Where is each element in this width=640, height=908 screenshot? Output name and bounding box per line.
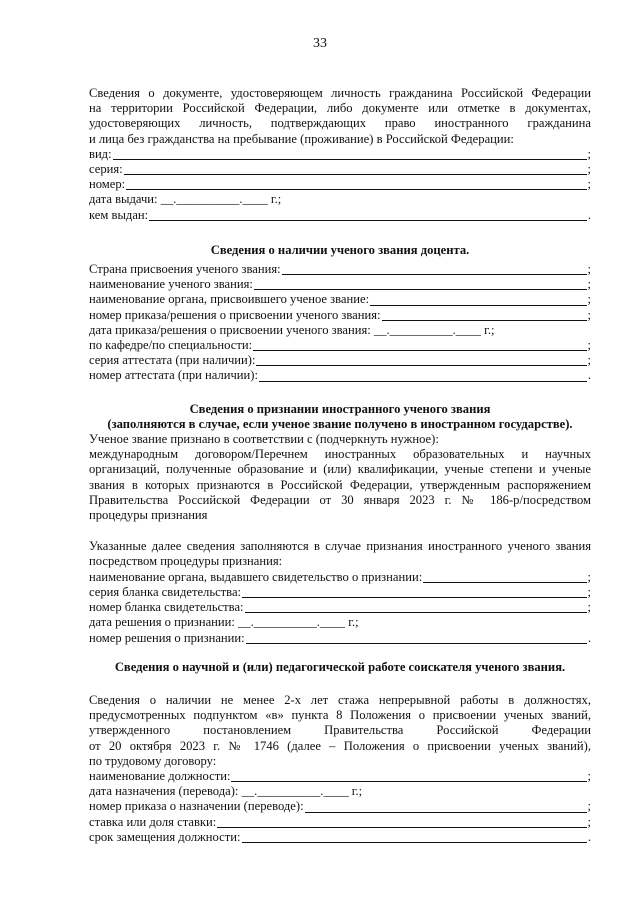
field-end: .	[587, 630, 591, 645]
fill-line[interactable]	[256, 354, 586, 366]
appointment-order-field[interactable]	[89, 799, 591, 814]
recognition-number-field[interactable]	[89, 600, 591, 615]
field-label: номер приказа/решения о присвоении ученого звания:	[89, 307, 381, 322]
text-line: процедуры признания	[89, 508, 208, 523]
field-label: номер бланка свидетельства:	[89, 600, 244, 615]
fill-line[interactable]	[423, 571, 586, 583]
docent-heading: Сведения о наличии ученого звания доцента.	[210, 242, 470, 257]
field-label: ставка или доля ставки:	[89, 814, 217, 829]
fill-line[interactable]	[149, 209, 587, 221]
field-end: .	[587, 207, 591, 222]
fill-line[interactable]	[242, 831, 587, 843]
field-label: кем выдан:	[89, 207, 149, 222]
fill-line[interactable]	[259, 370, 587, 382]
fill-line[interactable]	[305, 801, 587, 813]
title-authority-field[interactable]	[89, 292, 591, 307]
doc-issue-date-field[interactable]: дата выдачи: __.__________.____ г.;	[89, 192, 282, 207]
field-label: серия:	[89, 162, 123, 177]
title-order-date-field[interactable]: дата приказа/решения о присвоении ученого звания: __.__________.____ г.;	[89, 322, 495, 337]
field-end: ;	[587, 353, 591, 368]
field-label: номер:	[89, 177, 126, 192]
foreign-note-line: Указанные далее сведения заполняются в случае признания иностранного ученого звания	[89, 539, 591, 554]
foreign-basis-paragraph	[89, 447, 591, 523]
fill-line[interactable]	[217, 816, 586, 828]
field-end: ;	[587, 338, 591, 353]
recognition-date-field[interactable]: дата решения о признании: __.__________.____ г.;	[89, 615, 359, 630]
field-end: .	[587, 368, 591, 383]
foreign-subheading: (заполняются в случае, если ученое звание получено в иностранном государстве).	[107, 416, 573, 431]
field-end: ;	[587, 162, 591, 177]
text-line: международным договором/Перечнем иностранных образовательных и научных	[89, 447, 591, 462]
fill-line[interactable]	[126, 178, 586, 190]
field-end: ;	[587, 262, 591, 277]
field-end: ;	[587, 292, 591, 307]
text-line: Сведения о документе, удостоверяющем личность гражданина Российской Федерации	[89, 86, 591, 100]
field-end: ;	[587, 277, 591, 292]
title-country-field[interactable]	[89, 262, 591, 277]
form-content	[89, 86, 591, 845]
fill-line[interactable]	[124, 163, 587, 175]
text-line: и лица без гражданства на пребывание (проживание) в Российской Федерации:	[89, 131, 514, 146]
field-end: ;	[587, 768, 591, 783]
field-label: Страна присвоения ученого звания:	[89, 262, 281, 277]
fill-line[interactable]	[370, 294, 586, 306]
fill-line[interactable]	[246, 632, 587, 644]
field-end: ;	[587, 569, 591, 584]
title-department-field[interactable]	[89, 338, 591, 353]
field-end: ;	[587, 146, 591, 161]
text-line: Сведения о наличии не менее 2-х лет стажа непрерывной работы в должностях,	[89, 692, 591, 707]
rate-field[interactable]	[89, 815, 591, 830]
field-end: ;	[587, 584, 591, 599]
field-label: номер приказа о назначении (переводе):	[89, 799, 304, 814]
text-line: от 20 октября 2023 г. № 1746 (далее – Положения о присвоении ученых званий),	[89, 738, 591, 753]
field-label: наименование органа, выдавшего свидетельство о признании:	[89, 569, 423, 584]
field-end: .	[587, 829, 591, 844]
field-end: ;	[587, 177, 591, 192]
recognition-series-field[interactable]	[89, 585, 591, 600]
field-label: номер решения о признании:	[89, 630, 245, 645]
certificate-number-field[interactable]	[89, 368, 591, 383]
field-end: ;	[587, 799, 591, 814]
field-label: срок замещения должности:	[89, 829, 241, 844]
fill-line[interactable]	[254, 278, 587, 290]
fill-line[interactable]	[113, 148, 587, 160]
title-order-number-field[interactable]	[89, 308, 591, 323]
foreign-heading: Сведения о признании иностранного ученого звания	[189, 401, 491, 416]
field-end: ;	[587, 600, 591, 615]
work-paragraph	[89, 693, 591, 769]
fill-line[interactable]	[382, 309, 587, 321]
text-line: Правительства Российской Федерации от 30 января 2023 г. № 186-р/посредством	[89, 492, 591, 507]
fill-line[interactable]	[245, 601, 587, 613]
field-end: ;	[587, 307, 591, 322]
tenure-field[interactable]	[89, 830, 591, 845]
text-line: предусмотренных подпунктом «в» пункта 8 Положения о присвоении ученых званий,	[89, 708, 591, 723]
field-label: вид:	[89, 146, 112, 161]
page-number: 33	[313, 36, 327, 51]
field-label: серия бланка свидетельства:	[89, 584, 242, 599]
position-name-field[interactable]	[89, 769, 591, 784]
text-line: по трудовому договору:	[89, 753, 217, 768]
fill-line[interactable]	[231, 770, 586, 782]
fill-line[interactable]	[253, 339, 586, 351]
work-heading: Сведения о научной и (или) педагогической работе соискателя ученого звания.	[114, 659, 566, 674]
field-label: номер аттестата (при наличии):	[89, 368, 258, 383]
foreign-intro: Ученое звание признано в соответствии с (подчеркнуть нужное):	[89, 432, 439, 447]
recognition-authority-field[interactable]	[89, 570, 591, 585]
doc-series-field[interactable]	[89, 162, 591, 177]
field-end: ;	[587, 814, 591, 829]
text-line: звания в которых признаются в Российской Федерации, утвержденным распоряжением	[89, 477, 591, 492]
text-line: удостоверяющих личность, подтверждающих право иностранного гражданина	[89, 116, 591, 131]
field-label: наименование должности:	[89, 768, 231, 783]
doc-number-field[interactable]	[89, 177, 591, 192]
doc-type-field[interactable]	[89, 147, 591, 162]
fill-line[interactable]	[282, 263, 587, 275]
fill-line[interactable]	[242, 586, 586, 598]
title-name-field[interactable]	[89, 277, 591, 292]
foreign-note-line: посредством процедуры признания:	[89, 554, 283, 569]
text-line: организаций, полученные образование и (или) квалификации, ученые степени и ученые	[89, 462, 591, 477]
certificate-series-field[interactable]	[89, 353, 591, 368]
field-label: по кафедре/по специальности:	[89, 338, 253, 353]
field-label: серия аттестата (при наличии):	[89, 353, 256, 368]
text-line: на территории Российской Федерации, либо документе или отметке в документах,	[89, 101, 591, 116]
recognition-decision-number-field[interactable]	[89, 631, 591, 646]
field-label: наименование органа, присвоившего ученое звание:	[89, 292, 370, 307]
appointment-date-field[interactable]: дата назначения (перевода): __.__________.____ г.;	[89, 784, 363, 799]
doc-issued-by-field[interactable]	[89, 208, 591, 223]
field-label: наименование ученого звания:	[89, 277, 253, 292]
identity-doc-paragraph	[89, 86, 591, 147]
text-line: утвержденного постановлением Правительства Российской Федерации	[89, 723, 591, 738]
